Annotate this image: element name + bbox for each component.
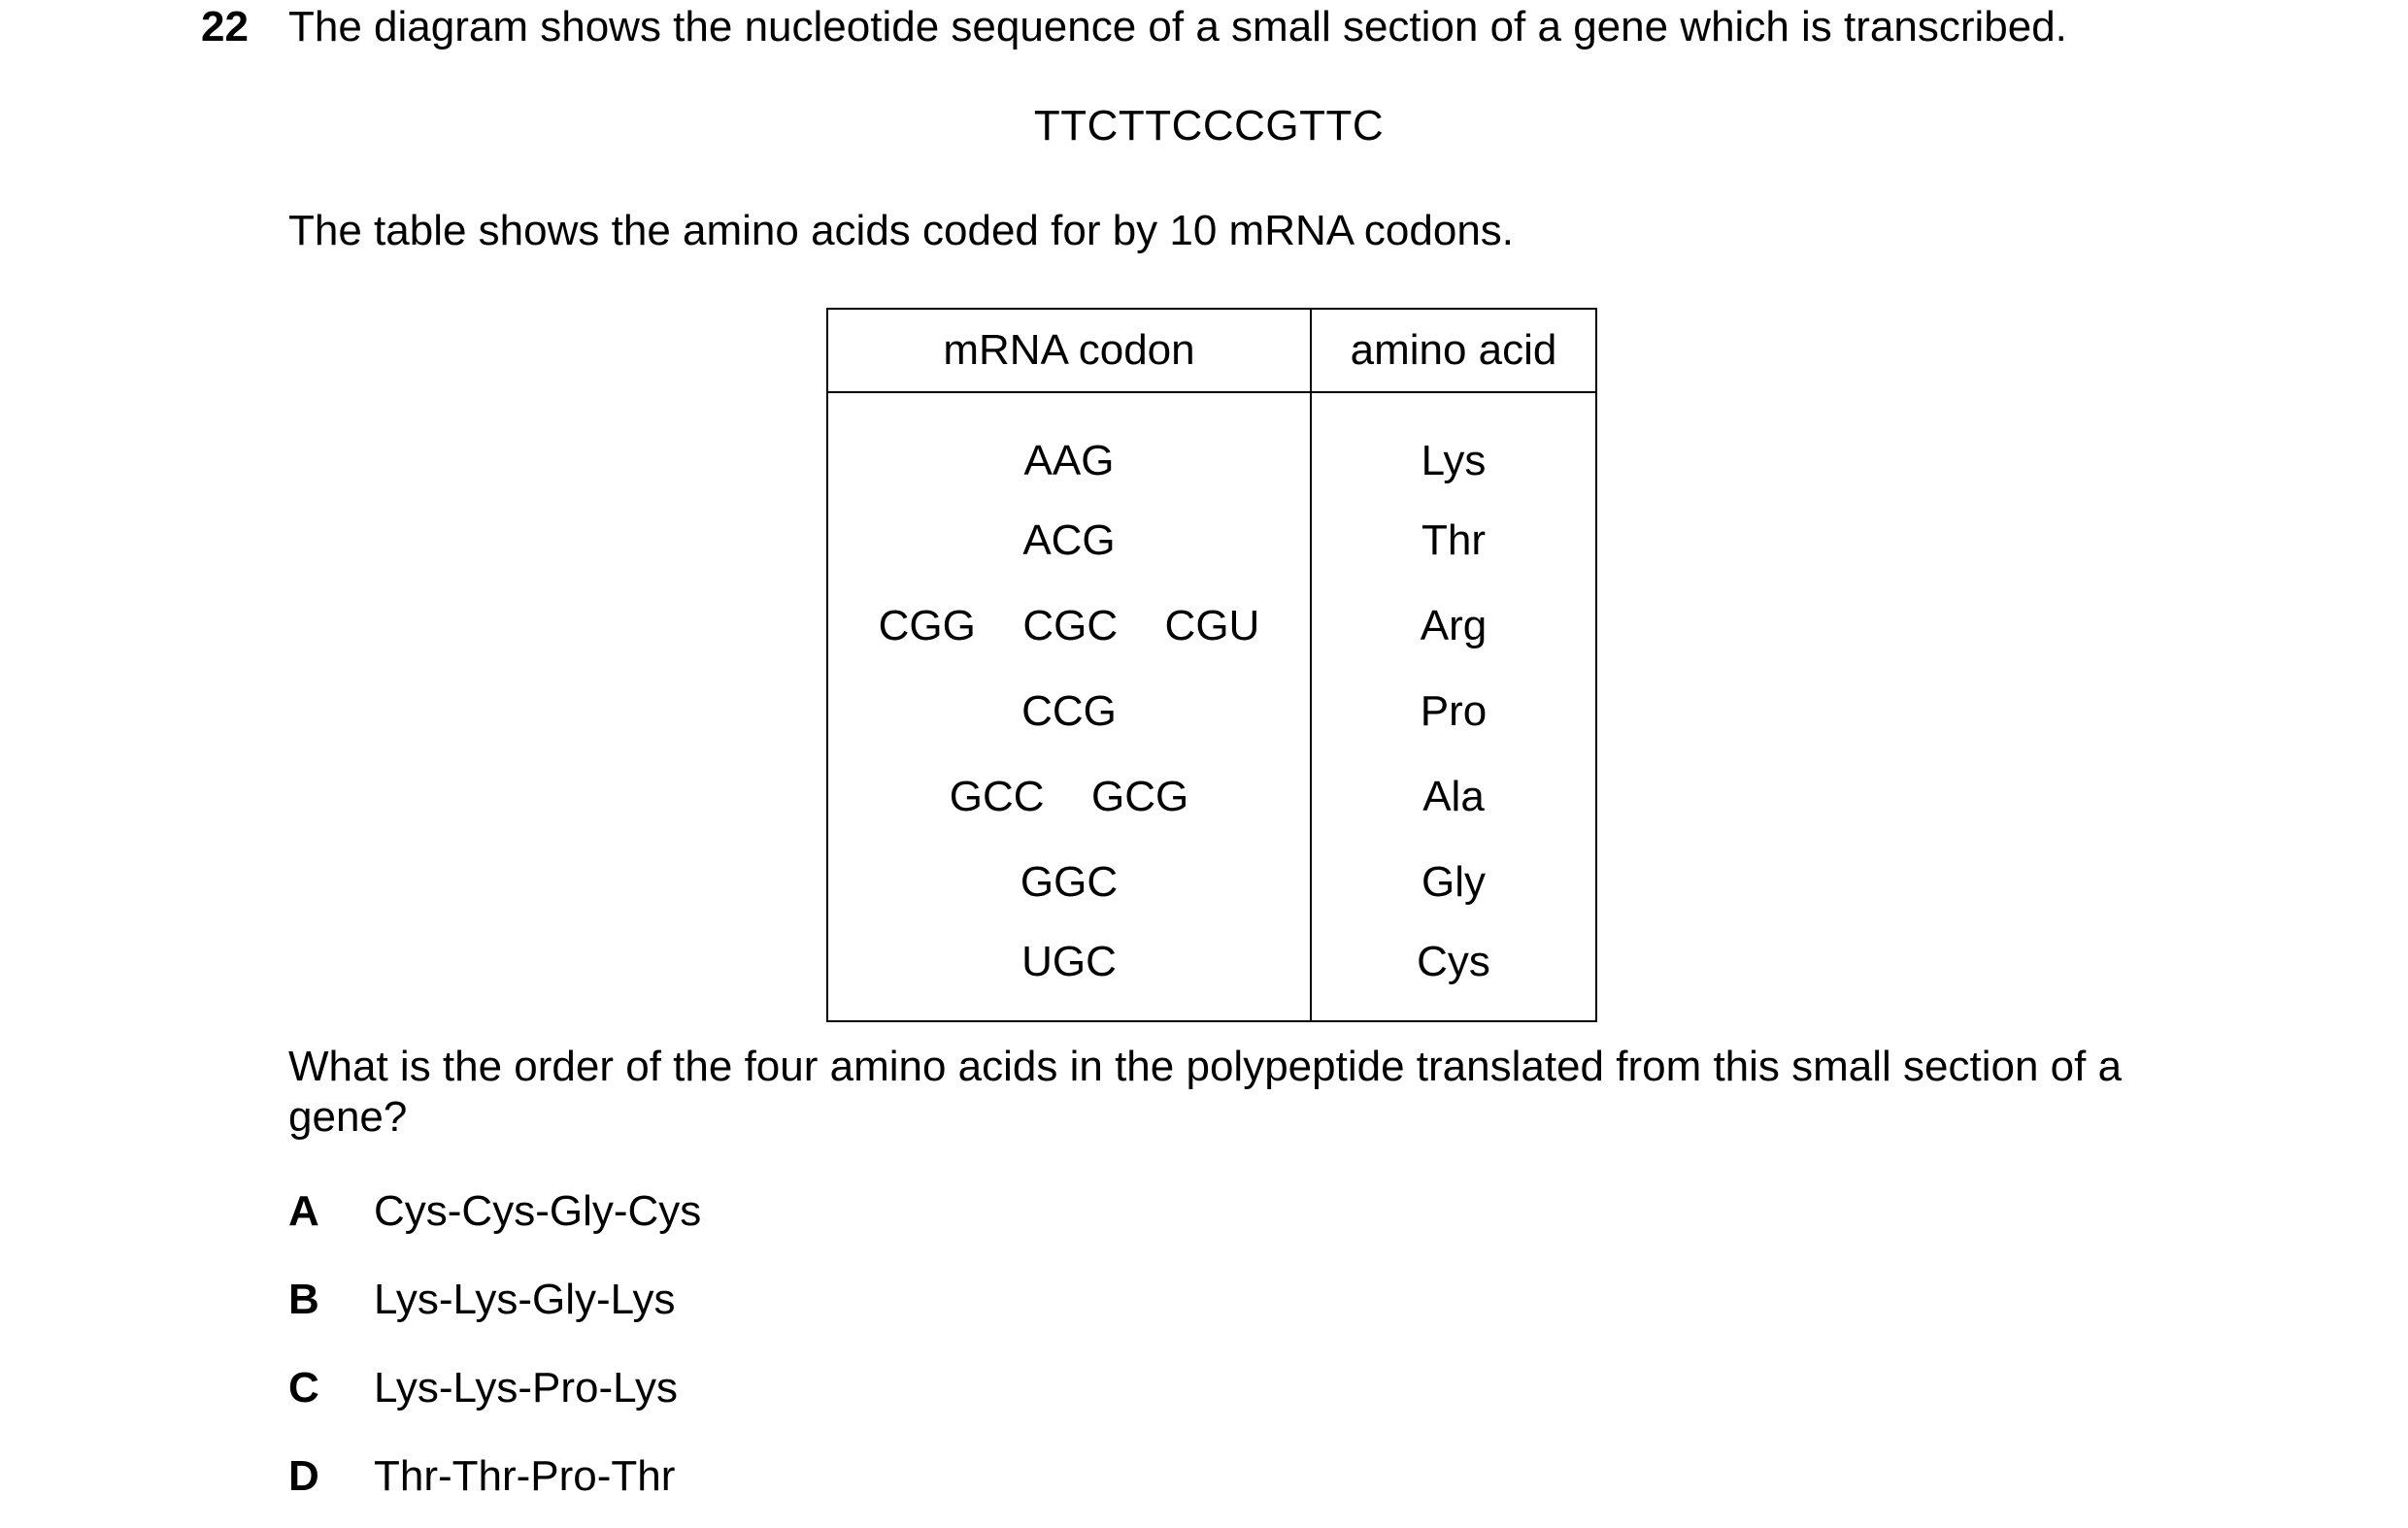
table-row xyxy=(827,669,1596,754)
codon-cell: AAG xyxy=(827,392,1311,498)
nucleotide-sequence: TTCTTCCCGTTC xyxy=(1033,102,1385,149)
option-letter: C xyxy=(288,1364,319,1412)
question-prompt: What is the order of the four amino acids in the polypeptide translated from this small section of a gene? xyxy=(288,1043,2123,1141)
option-letter: D xyxy=(288,1452,319,1500)
codon-table xyxy=(826,308,1597,1022)
option-letter: A xyxy=(288,1187,319,1235)
amino-acid-cell: Thr xyxy=(1311,498,1596,583)
option-c[interactable] xyxy=(288,1363,678,1413)
question-stem: The diagram shows the nucleotide sequence of a small section of a gene which is transcribed. xyxy=(288,3,2067,50)
option-text: Thr-Thr-Pro-Thr xyxy=(374,1452,676,1500)
option-a[interactable] xyxy=(288,1186,701,1237)
table-row xyxy=(827,392,1596,498)
table-header-row xyxy=(827,309,1596,392)
option-text: Lys-Lys-Gly-Lys xyxy=(374,1276,676,1323)
codon-cell: CCG xyxy=(827,669,1311,754)
option-d[interactable] xyxy=(288,1451,675,1502)
amino-acid-cell: Ala xyxy=(1311,754,1596,840)
table-row xyxy=(827,498,1596,583)
option-text: Lys-Lys-Pro-Lys xyxy=(374,1364,678,1412)
table-row xyxy=(827,583,1596,669)
codon-cell: UGC xyxy=(827,925,1311,1021)
amino-acid-cell: Pro xyxy=(1311,669,1596,754)
codon-cell: GCC GCG xyxy=(827,754,1311,840)
table-intro: The table shows the amino acids coded for by 10 mRNA codons. xyxy=(288,207,1515,254)
option-text: Cys-Cys-Gly-Cys xyxy=(374,1187,702,1235)
amino-acid-cell: Gly xyxy=(1311,840,1596,925)
question-number: 22 xyxy=(201,3,249,50)
amino-acid-cell: Cys xyxy=(1311,925,1596,1021)
option-b[interactable] xyxy=(288,1275,675,1325)
header-mrna-codon: mRNA codon xyxy=(827,309,1311,392)
amino-acid-cell: Lys xyxy=(1311,392,1596,498)
table-row xyxy=(827,925,1596,1021)
header-amino-acid: amino acid xyxy=(1311,309,1596,392)
option-letter: B xyxy=(288,1276,319,1323)
codon-cell: GGC xyxy=(827,840,1311,925)
table-row xyxy=(827,754,1596,840)
table-row xyxy=(827,840,1596,925)
codon-cell: ACG xyxy=(827,498,1311,583)
amino-acid-cell: Arg xyxy=(1311,583,1596,669)
codon-cell: CGG CGC CGU xyxy=(827,583,1311,669)
